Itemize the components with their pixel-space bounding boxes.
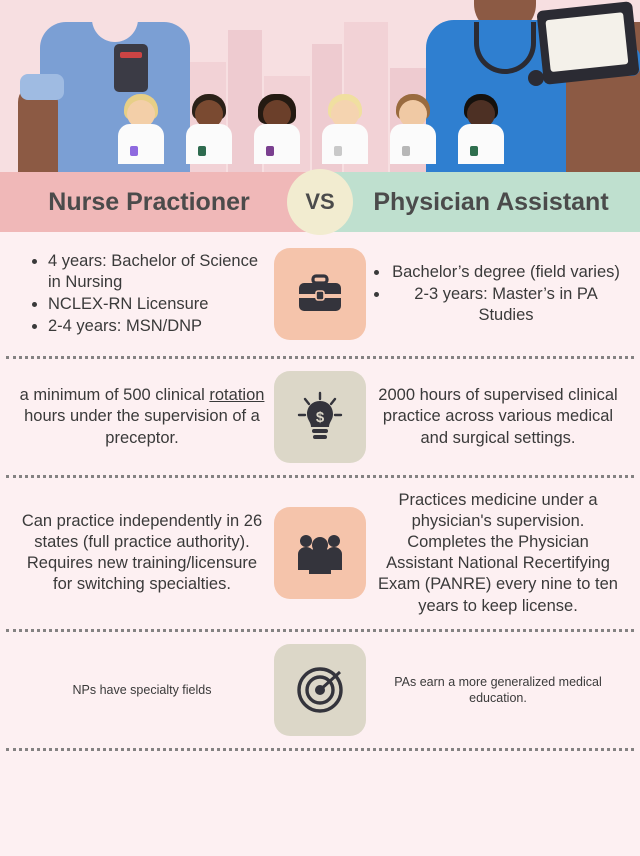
avatar	[246, 92, 308, 164]
title-right	[320, 172, 640, 232]
sleeve-cuff	[20, 74, 64, 100]
briefcase-icon	[274, 248, 366, 340]
lab-coat	[458, 124, 504, 164]
nurse-practitioner-title: Nurse Practioner	[48, 187, 250, 216]
lab-coat	[322, 124, 368, 164]
lab-coat	[118, 124, 164, 164]
badge	[198, 146, 206, 156]
comparison-row-education	[0, 232, 640, 356]
pa-education-list	[366, 261, 630, 327]
np-clinical-hours-underlined: rotation	[209, 386, 265, 405]
list-item: • 4 years: Bachelor of Science in Nursing	[48, 251, 266, 293]
avatar	[178, 92, 240, 164]
comparison-row-focus	[0, 632, 640, 748]
svg-text:$: $	[315, 409, 325, 426]
hero-illustration	[0, 0, 640, 172]
people-group-icon	[274, 507, 366, 599]
comparison-rows	[0, 232, 640, 751]
lightbulb-money-icon	[274, 371, 366, 463]
np-practice-authority-text: Can practice independently in 26 states (full practice authority). Requires new training/licensure for switching specialties.	[21, 512, 263, 594]
list-item: • Bachelor’s degree (field varies)	[390, 262, 622, 283]
stethoscope-bell-icon	[528, 70, 544, 86]
list-item: • NCLEX-RN Licensure	[48, 294, 266, 315]
list-item: • 2-4 years: MSN/DNP	[48, 316, 266, 337]
comparison-row-clinical-hours	[0, 359, 640, 475]
pa-focus-text: PAs earn a more generalized medical education.	[394, 674, 602, 705]
pa-clinical-hours-text: 2000 hours of supervised clinical practice across various medical and surgical settings.	[378, 386, 618, 447]
np-clinical-hours-text	[10, 385, 274, 448]
np-clinical-hours-part-b: hours under the supervision of a preceptor.	[24, 407, 260, 447]
physician-assistant-title: Physician Assistant	[373, 187, 609, 216]
row-divider	[6, 748, 634, 751]
badge	[266, 146, 274, 156]
lab-coat	[186, 124, 232, 164]
pa-practice-authority-text: Practices medicine under a physician's supervision. Completes the Physician Assistant National Recertifying Exam (PANRE) every nine to ten years to keep license.	[378, 491, 618, 615]
title-left	[0, 172, 320, 232]
badge	[334, 146, 342, 156]
np-focus-text: NPs have specialty fields	[72, 682, 212, 697]
list-item: • 2-3 years: Master’s in PA Studies	[390, 284, 622, 326]
comparison-row-practice-authority	[0, 478, 640, 629]
avatar-row	[110, 86, 540, 164]
clipboard-icon	[114, 44, 148, 92]
vs-badge: VS	[287, 169, 353, 235]
clipboard-icon	[536, 1, 639, 85]
badge	[402, 146, 410, 156]
avatar	[450, 92, 512, 164]
np-clinical-hours-part-a: a minimum of 500 clinical	[19, 386, 210, 405]
lab-coat	[390, 124, 436, 164]
comparison-title-bar	[0, 172, 640, 232]
avatar	[382, 92, 444, 164]
avatar	[110, 92, 172, 164]
badge	[130, 146, 138, 156]
target-icon	[274, 644, 366, 736]
badge	[470, 146, 478, 156]
np-education-list	[10, 250, 274, 338]
lab-coat	[254, 124, 300, 164]
avatar	[314, 92, 376, 164]
